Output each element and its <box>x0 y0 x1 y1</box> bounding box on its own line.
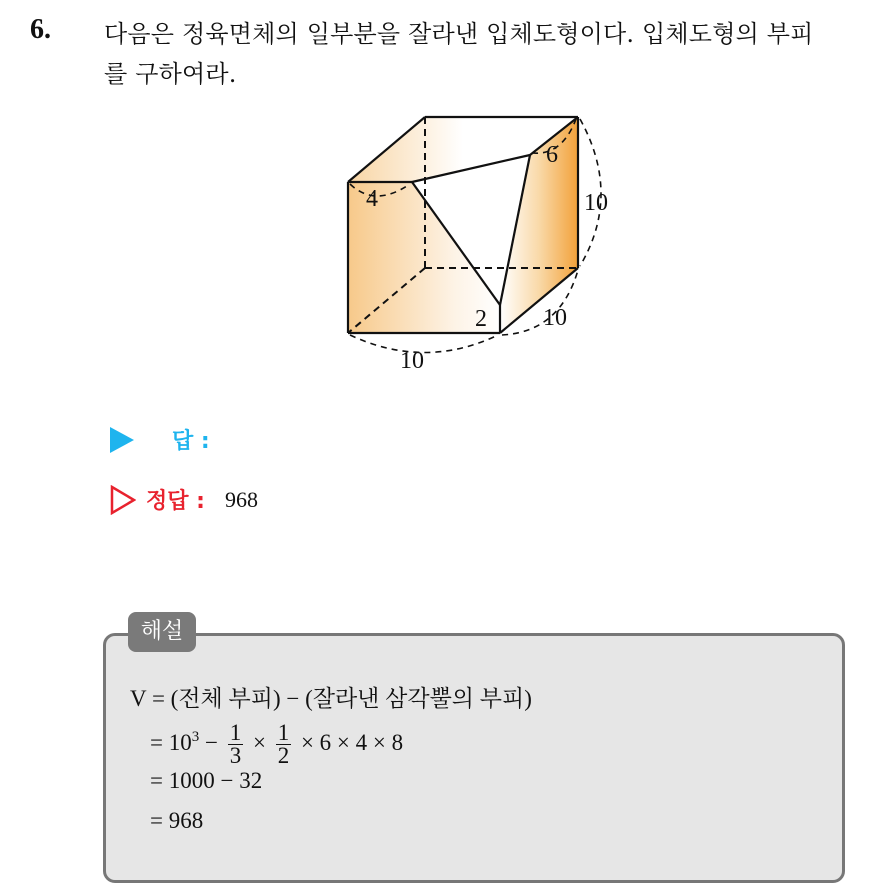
correct-answer-row <box>110 484 258 515</box>
play-icon <box>110 427 134 453</box>
question-text-line2: 를 구하여라. <box>104 60 237 88</box>
label-top-left-4: 4 <box>366 186 378 212</box>
solution-line4: = 968 <box>150 808 204 833</box>
outline-play-icon <box>110 485 136 515</box>
correct-answer-label: 정답 : <box>146 489 205 514</box>
cube-figure <box>330 100 630 380</box>
question-number: 6. <box>30 14 51 45</box>
correct-answer-value: 968 <box>224 486 258 512</box>
fraction-one-half: $\frac{1}{2}$ <box>277 720 290 768</box>
answer-label: 답 : <box>172 429 210 454</box>
label-right-10: 10 <box>584 190 608 216</box>
label-bottom-10: 10 <box>400 348 424 374</box>
solution-line1: V = (전체 부피) − (잘라낸 삼각뿔의 부피) <box>130 686 532 711</box>
label-top-right-6: 6 <box>546 142 558 168</box>
fraction-one-third: $\frac{1}{3}$ <box>229 720 242 768</box>
label-depth-10: 10 <box>543 305 567 331</box>
answer-row <box>110 424 230 455</box>
question-text-line1: 다음은 정육면체의 일부분을 잘라낸 입체도형이다. 입체도형의 부피 <box>104 20 814 48</box>
solution-line2: = $10^3$ − $\frac{1}{3}$ × $\frac{1}{2}$ × 6 × 4 × 8 <box>150 720 404 768</box>
solution-line3: = 1000 − 32 <box>150 768 263 793</box>
solution-tag: 해설 <box>128 612 196 652</box>
question-text <box>104 14 864 94</box>
label-bottom-2: 2 <box>475 306 487 332</box>
